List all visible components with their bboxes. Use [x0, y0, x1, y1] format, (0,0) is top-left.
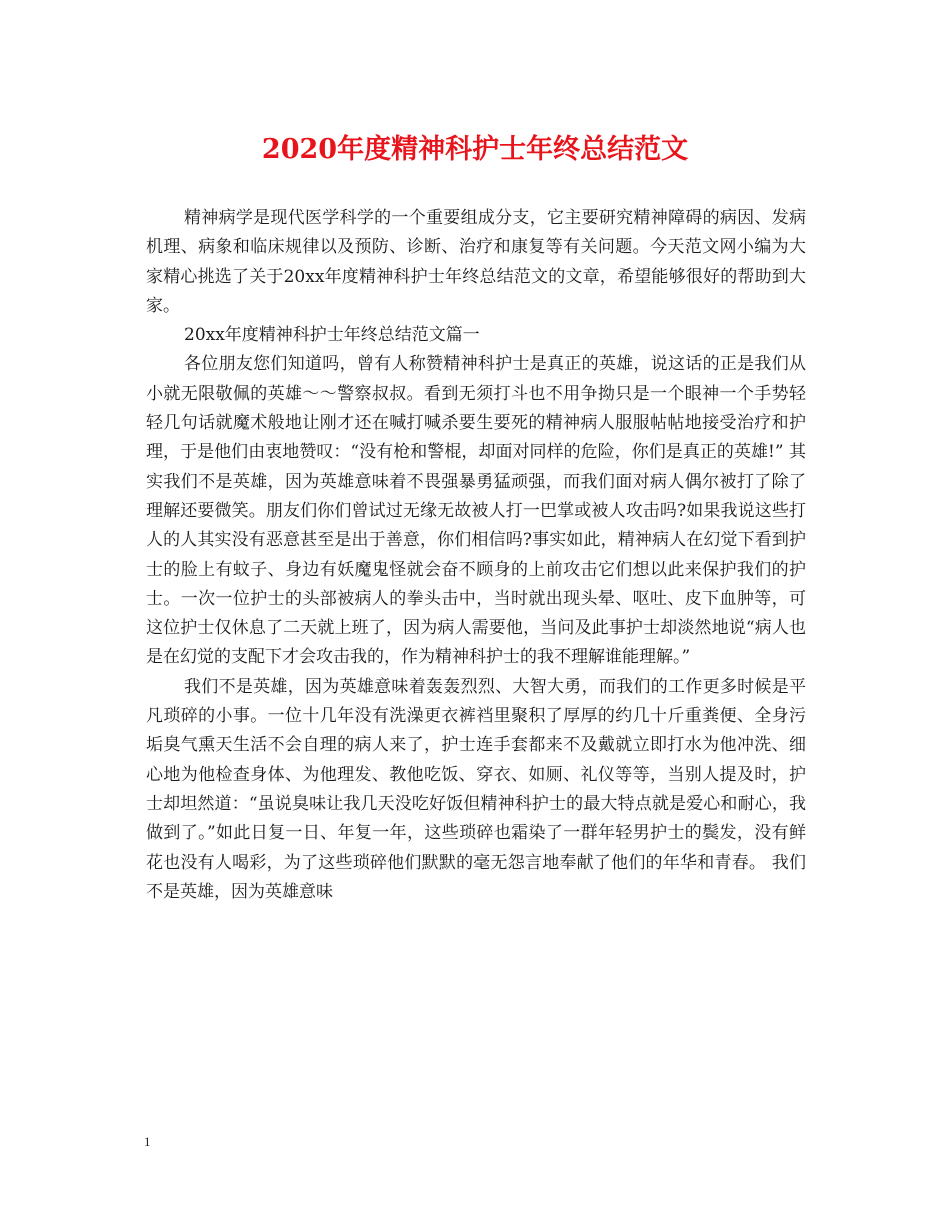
section-heading: 20xx年度精神科护士年终总结范文篇一 [184, 325, 480, 346]
intro-paragraph: 精神病学是现代医学科学的一个重要组成分支，它主要研究精神障碍的病因、发病机理、病象和临床规律以及预防、诊断、治疗和康复等有关问题。今天范文网小编为大家精心挑选了关于20xx年度精神科护士年终总结范文的文章，希望能够很好的帮助到大家。 [146, 208, 806, 316]
document-body [146, 204, 806, 907]
page-number: 1 [144, 1134, 151, 1149]
body-paragraph: 我们不是英雄，因为英雄意味着轰轰烈烈、大智大勇，而我们的工作更多时候是平凡琐碎的小事。一位十几年没有洗澡更衣裤裆里聚积了厚厚的约几十斤重粪便、全身污垢臭气熏天生活不会自理的病人来了，护士连手套都来不及戴就立即打水为他冲洗、细心地为他检查身体、为他理发、教他吃饭、穿衣、如厕、礼仪等等，当别人提及时，护士却坦然道：“虽说臭味让我几天没吃好饭但精神科护士的最大特点就是爱心和耐心，我做到了。”如此日复一日、年复一年，这些琐碎也霜染了一群年轻男护士的鬓发，没有鲜花也没有人喝彩，为了这些琐碎他们默默的毫无怨言地奉献了他们的年华和青春。 我们不是英雄，因为英雄意味 [146, 676, 806, 902]
body-paragraph: 各位朋友您们知道吗，曾有人称赞精神科护士是真正的英雄，说这话的正是我们从小就无限敬佩的英雄～～警察叔叔。看到无须打斗也不用争拗只是一个眼神一个手势轻轻几句话就魔术般地让刚才还在喊打喊杀要生要死的精神病人服服帖帖地接受治疗和护理，于是他们由衷地赞叹：“没有枪和警棍，却面对同样的危险，你们是真正的英雄!” 其实我们不是英雄，因为英雄意味着不畏强暴勇猛顽强，而我们面对病人偶尔被打了除了理解还要微笑。朋友们你们曾试过无缘无故被人打一巴掌或被人攻击吗?如果我说这些打人的人其实没有恶意甚至是出于善意，你们相信吗?事实如此，精神病人在幻觉下看到护士的脸上有蚊子、身边有妖魔鬼怪就会奋不顾身的上前攻击它们想以此来保护我们的护士。一次一位护士的头部被病人的拳头击中，当时就出现头晕、呕吐、皮下血肿等，可这位护士仅休息了二天就上班了，因为病人需要他，当问及此事护士却淡然地说“病人也是在幻觉的支配下才会攻击我的，作为精神科护士的我不理解谁能理解。” [146, 354, 806, 668]
document-title: 2020年度精神科护士年终总结范文 [261, 134, 689, 165]
